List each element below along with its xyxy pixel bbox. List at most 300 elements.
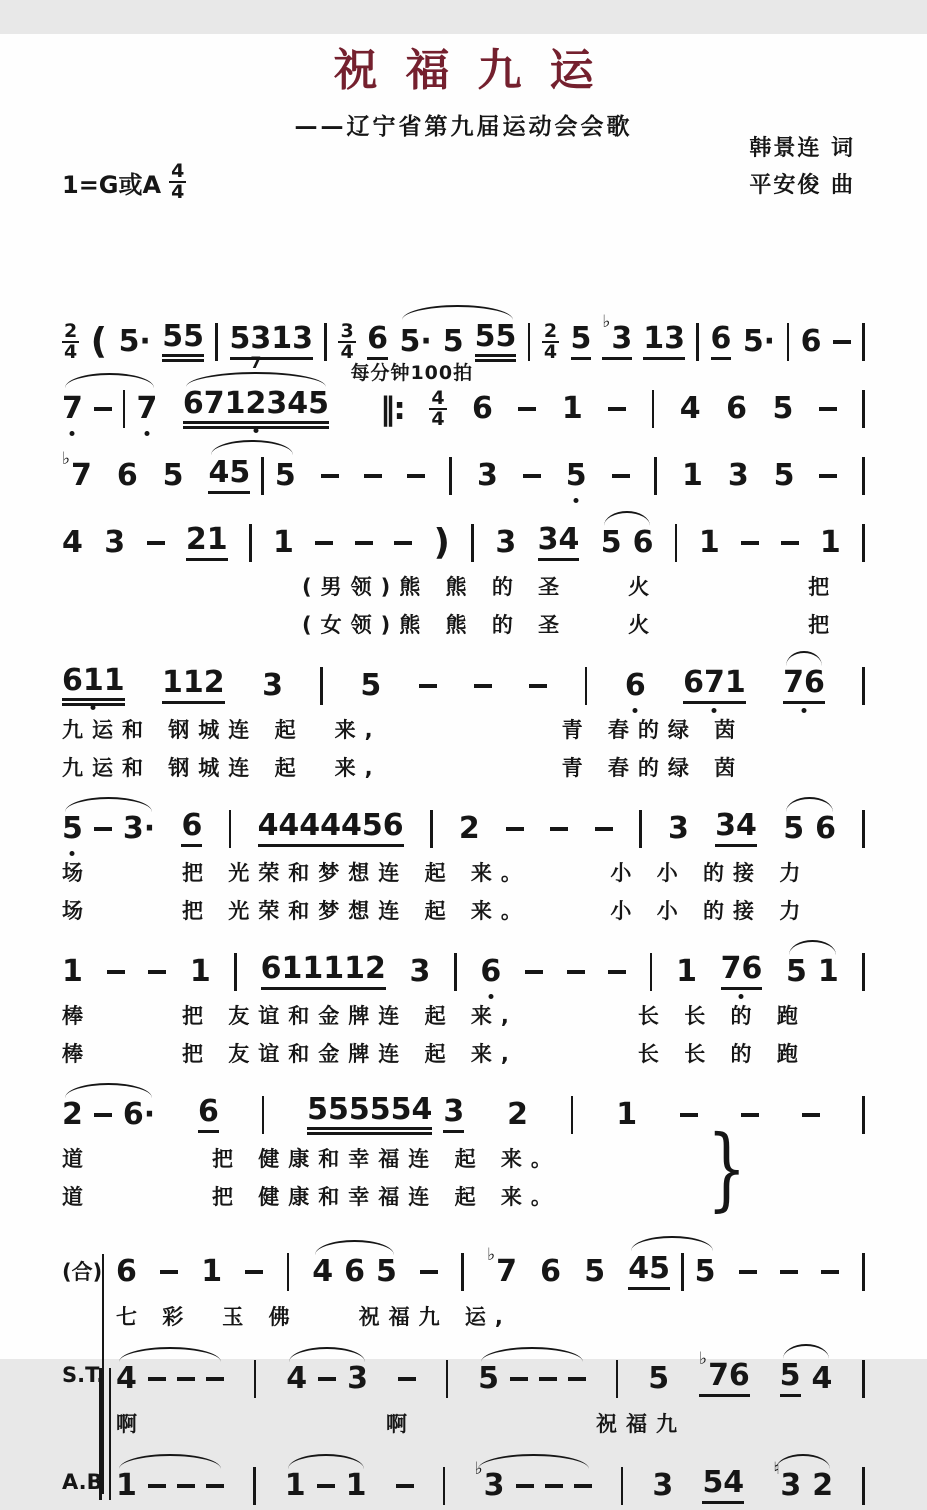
note-group — [654, 457, 657, 495]
verse-line-3 — [62, 806, 865, 928]
barline — [430, 810, 433, 848]
note-group — [478, 1361, 586, 1396]
note-group — [781, 541, 799, 546]
note-group — [821, 1270, 839, 1275]
note: 5 — [274, 458, 296, 493]
music-line — [62, 949, 865, 995]
note: 45 — [628, 1254, 670, 1290]
intro-line-2 — [62, 353, 865, 432]
note-group — [612, 474, 630, 479]
dash-note — [568, 1377, 586, 1382]
dash-note — [780, 1270, 798, 1275]
note-group — [862, 457, 865, 495]
note-group — [62, 449, 92, 493]
note-group — [525, 970, 543, 975]
note-group — [307, 1092, 465, 1135]
time-signature-denominator: 4 — [64, 341, 78, 363]
note: ♭3 — [474, 1459, 505, 1503]
note-group — [185, 522, 228, 561]
choir-group — [62, 1245, 865, 1510]
note: 112 — [162, 668, 225, 704]
lyric-line: 棒 把 友谊和金牌连 起 来, 长 长 的 跑 — [62, 1042, 807, 1066]
dash-note — [506, 827, 524, 832]
slur-arc — [786, 651, 822, 666]
note-group — [472, 391, 493, 426]
note: 6 — [116, 458, 138, 493]
note-group — [621, 1467, 624, 1505]
note-group — [262, 668, 283, 703]
flat-accidental: ♭ — [474, 1459, 483, 1479]
note-group — [429, 386, 446, 430]
dash-note — [819, 407, 837, 412]
barline — [471, 524, 474, 562]
note-group — [62, 954, 83, 989]
note: 7 — [62, 391, 83, 426]
note: 5 — [478, 1361, 499, 1396]
note-group — [741, 541, 759, 546]
dash-note — [407, 474, 425, 479]
note-group — [819, 525, 841, 560]
barline — [862, 524, 865, 562]
intro-line-3 — [62, 449, 865, 499]
dash-note — [680, 1113, 698, 1118]
note-group — [116, 1468, 224, 1503]
note: 5 — [648, 1361, 670, 1396]
voice-label-alto-bass-line: A.B — [62, 1470, 103, 1494]
slur-arc — [786, 797, 833, 812]
note-group — [565, 458, 587, 493]
time-signature-denominator: 4 — [340, 341, 354, 363]
note: 3· — [122, 811, 156, 846]
note: 2 — [62, 1097, 83, 1132]
barline — [616, 1360, 619, 1398]
note-group — [819, 407, 837, 412]
note-group — [249, 524, 252, 562]
note: 34 — [715, 811, 757, 847]
note-group — [62, 525, 83, 560]
note: 6 — [472, 391, 493, 426]
repeat-sign: ‖: — [379, 390, 404, 427]
note-group — [537, 522, 580, 561]
barline — [215, 323, 218, 361]
note: 1 — [284, 1468, 306, 1503]
note: 6 — [480, 954, 502, 989]
note: 5 — [376, 1254, 397, 1289]
note-group — [148, 970, 166, 975]
note-group — [420, 1270, 438, 1275]
barline — [862, 667, 865, 705]
note: 6 — [815, 811, 836, 846]
note-group — [779, 1358, 833, 1397]
note-group — [786, 954, 839, 989]
note-group — [772, 391, 794, 426]
natural-accidental: ♮ — [773, 1459, 780, 1479]
dash-note — [394, 541, 412, 546]
note: 6 — [181, 811, 202, 847]
tuplet-number: 7 — [250, 353, 262, 372]
parenthesis: ) — [433, 522, 450, 563]
dash-note — [94, 827, 112, 832]
note-group — [474, 684, 492, 689]
note: 671 — [683, 668, 746, 704]
note-group — [702, 1465, 745, 1504]
time-signature: $\frac{4}{4}$ — [171, 160, 185, 204]
dash-note — [206, 1377, 224, 1382]
note-group — [523, 474, 541, 479]
note: 5 — [772, 391, 794, 426]
note-group — [116, 1254, 137, 1289]
note-group — [585, 667, 588, 705]
note-group — [197, 1094, 219, 1133]
note-group — [800, 324, 822, 359]
dash-note — [148, 1484, 166, 1489]
note: 5313 — [230, 324, 314, 360]
barline — [287, 1253, 290, 1291]
note-group — [419, 684, 437, 689]
note-group — [608, 970, 626, 975]
note: 2 — [507, 1097, 528, 1132]
note-group — [862, 390, 865, 428]
dash-note — [177, 1484, 195, 1489]
dash-note — [147, 541, 165, 546]
flat-accidental: ♭ — [699, 1349, 708, 1369]
note: 5 — [360, 668, 382, 703]
slur-arc — [402, 305, 513, 320]
note: 6 — [632, 525, 654, 560]
barline — [862, 457, 865, 495]
note: 5· — [118, 324, 151, 359]
note: 3 — [495, 525, 517, 560]
slur-arc — [315, 1240, 394, 1255]
dash-note — [595, 827, 613, 832]
note-group — [571, 1096, 574, 1134]
note: 5 — [786, 954, 807, 989]
soprano-tenor-line — [62, 1349, 865, 1441]
lyric-line: (女领)熊 熊 的 圣 火 把 — [62, 613, 839, 637]
dash-note — [525, 970, 543, 975]
note-group — [367, 321, 389, 360]
note-group — [430, 810, 433, 848]
slur-arc — [604, 511, 651, 526]
music-line — [62, 663, 865, 709]
lyric-line: 道 把 健康和幸福连 起 来。 — [62, 1185, 561, 1209]
note-group — [62, 390, 157, 428]
credits — [749, 130, 855, 204]
time-signature — [338, 319, 355, 363]
note-group — [699, 1349, 750, 1397]
note-group — [62, 663, 125, 706]
music-line — [116, 1245, 865, 1296]
lyrics-brace: } — [707, 1115, 747, 1222]
barline — [528, 323, 531, 361]
note-group — [360, 668, 382, 703]
note-group — [116, 1361, 224, 1396]
dash-note — [802, 1113, 820, 1118]
song-title: 祝福九运 — [333, 45, 622, 96]
slur-arc — [65, 1083, 152, 1098]
note-group — [739, 1270, 757, 1275]
verse-line-1 — [62, 520, 865, 642]
note-group — [862, 953, 865, 991]
note-group — [454, 953, 457, 991]
note-group — [783, 811, 836, 846]
dash-note — [177, 1377, 195, 1382]
dash-note — [781, 541, 799, 546]
slur-arc — [288, 1454, 364, 1469]
intro-line-1 — [62, 312, 865, 365]
time-signature — [62, 319, 79, 363]
note-group — [550, 827, 568, 832]
dash-note — [317, 1484, 335, 1489]
note-group — [338, 319, 355, 363]
note: 34 — [538, 525, 580, 561]
note: 6 — [198, 1097, 219, 1133]
note-group — [584, 1254, 606, 1289]
note-group — [287, 1253, 290, 1291]
slur-arc — [119, 1454, 221, 1469]
note-group — [162, 665, 225, 704]
note-group — [62, 319, 79, 363]
note-group — [506, 827, 524, 832]
dash-note — [523, 474, 541, 479]
lyric-line: 棒 把 友谊和金牌连 起 来, 长 长 的 跑 — [62, 1004, 807, 1028]
dash-note — [148, 970, 166, 975]
dash-note — [318, 1377, 336, 1382]
dash-note — [539, 1377, 557, 1382]
note-group — [90, 321, 108, 362]
note: 6· — [122, 1097, 156, 1132]
note: ♭7 — [62, 449, 92, 493]
barline — [862, 1467, 865, 1505]
note: 4 — [679, 391, 701, 426]
dash-note — [148, 1377, 166, 1382]
note-group — [862, 667, 865, 705]
music-line — [62, 312, 865, 365]
note: 5 — [62, 811, 83, 846]
time-signature-numerator: 4 — [431, 386, 445, 409]
note-group — [458, 811, 480, 846]
note-group — [780, 1270, 798, 1275]
slur-arc — [776, 1454, 830, 1469]
time-signature-fraction — [542, 319, 559, 363]
dash-note — [94, 1113, 112, 1118]
note: 1 — [676, 954, 697, 989]
lyric-line: (男领)熊 熊 的 圣 火 把 — [62, 575, 839, 599]
note-group — [229, 321, 314, 360]
note-group — [471, 524, 474, 562]
dash-note — [608, 407, 626, 412]
note: 1 — [682, 458, 703, 493]
barline — [461, 1253, 464, 1291]
note: 55 — [475, 322, 517, 362]
note: 1 — [819, 525, 841, 560]
music-line — [62, 449, 865, 499]
note-group — [862, 1096, 865, 1134]
time-signature-denominator: 4 — [431, 408, 445, 430]
note-group — [107, 970, 125, 975]
barline — [585, 667, 588, 705]
barline — [862, 390, 865, 428]
slur-arc — [481, 1347, 583, 1362]
note-group — [542, 319, 559, 363]
dash-note — [833, 340, 851, 345]
note-group — [727, 458, 749, 493]
lyric-line: 场 把 光荣和梦想连 起 来。 小 小 的接 力 — [62, 861, 810, 885]
note: 2 — [812, 1468, 834, 1503]
note-group — [476, 458, 498, 493]
dash-note — [567, 970, 585, 975]
dash-note — [107, 970, 125, 975]
note-group — [320, 667, 323, 705]
dash-note — [355, 541, 373, 546]
note-group — [862, 810, 865, 848]
note: 76 — [783, 668, 825, 704]
music-line — [62, 520, 865, 566]
barline — [324, 323, 327, 361]
dash-note — [398, 1377, 416, 1382]
note: 5 — [600, 525, 622, 560]
music-line — [62, 353, 865, 432]
note-group — [773, 458, 795, 493]
dash-note — [819, 474, 837, 479]
dash-note — [474, 684, 492, 689]
sheet-music-page — [0, 34, 927, 1503]
note-group — [461, 1253, 464, 1291]
music-line — [62, 806, 865, 852]
dash-note — [510, 1377, 528, 1382]
note: 54 — [702, 1468, 744, 1504]
note-group — [273, 525, 294, 560]
note-group — [433, 522, 450, 563]
time-signature-fraction — [338, 319, 355, 363]
dash-note — [821, 1270, 839, 1275]
note: 2 — [458, 811, 480, 846]
note-group — [182, 353, 329, 429]
note-group — [147, 541, 165, 546]
note: 5· — [742, 324, 776, 359]
note-group — [862, 524, 865, 562]
note: 6 — [540, 1254, 562, 1289]
note: 611112 — [261, 954, 386, 990]
dash-note — [321, 474, 339, 479]
note-group — [679, 391, 701, 426]
note-group — [783, 665, 825, 704]
note: 1 — [201, 1254, 223, 1289]
slur-arc — [186, 372, 326, 387]
note: 3 — [443, 1097, 464, 1133]
note: 1 — [273, 525, 294, 560]
slur-arc — [211, 440, 292, 455]
note: 13 — [643, 324, 685, 360]
note: 1 — [345, 1468, 367, 1503]
verse-line-5 — [62, 1092, 865, 1222]
note: 3 — [727, 458, 749, 493]
slur-arc — [289, 1347, 365, 1362]
barline — [446, 1360, 449, 1398]
note: 1 — [616, 1097, 638, 1132]
note: 76 — [721, 954, 763, 990]
flat-accidental: ♭ — [602, 312, 611, 332]
dash-note — [550, 827, 568, 832]
note: 45 — [208, 458, 250, 494]
note-group — [652, 1468, 674, 1503]
note-group — [639, 810, 642, 848]
barline — [650, 953, 653, 991]
note: 1 — [62, 954, 83, 989]
note-group — [257, 808, 404, 847]
note-group — [62, 811, 156, 846]
barline — [652, 390, 655, 428]
voice-label-tutti-line: (合) — [62, 1260, 103, 1284]
dash-note — [545, 1484, 563, 1489]
barline — [621, 1467, 624, 1505]
note: 5· — [399, 324, 432, 359]
note: 3 — [347, 1361, 368, 1396]
barline — [253, 1467, 256, 1505]
time-signature-fraction — [429, 386, 446, 430]
note: 5 — [565, 458, 587, 493]
note: 3 — [652, 1468, 674, 1503]
slur-arc — [65, 373, 154, 388]
note-group — [162, 458, 184, 493]
note-group — [567, 970, 585, 975]
note-group — [862, 323, 865, 361]
dash-note — [608, 970, 626, 975]
lyric-line: 啊 啊 祝福九 — [116, 1412, 686, 1436]
note-group — [495, 525, 517, 560]
note: 6 — [624, 668, 646, 703]
note: 4 — [286, 1361, 308, 1396]
note-group — [862, 1253, 865, 1291]
note-group — [480, 954, 502, 989]
note: 3 — [262, 668, 283, 703]
note: 6 — [711, 324, 732, 360]
note: 5 — [773, 458, 795, 493]
lyric-line: 七 彩 玉 佛 祝福九 运, — [116, 1305, 512, 1329]
music-line — [116, 1459, 865, 1510]
voice-label-soprano-tenor-line: S.T. — [62, 1363, 105, 1387]
slur-arc — [631, 1236, 712, 1251]
barline — [681, 1253, 684, 1291]
tutti-line — [62, 1245, 865, 1334]
note-group — [118, 324, 151, 359]
note: 6 — [116, 1254, 137, 1289]
note-group — [286, 1361, 368, 1396]
slur-arc — [119, 1347, 221, 1362]
barline — [696, 323, 699, 361]
note: 5 — [162, 458, 184, 493]
note: 1 — [698, 525, 720, 560]
note-group — [245, 1270, 263, 1275]
note: 5 — [584, 1254, 606, 1289]
note: 5 — [783, 811, 805, 846]
note: ♭7 — [487, 1245, 517, 1289]
dash-note — [206, 1484, 224, 1489]
dash-note — [516, 1484, 534, 1489]
barline — [862, 810, 865, 848]
note-group — [710, 321, 732, 360]
dash-note — [612, 474, 630, 479]
note: 4444456 — [258, 811, 404, 847]
note: 6 — [367, 324, 388, 360]
flat-accidental: ♭ — [62, 449, 71, 469]
barline — [234, 953, 237, 991]
note-group — [116, 458, 138, 493]
dash-note — [396, 1484, 414, 1489]
barline — [254, 1360, 257, 1398]
note-group — [742, 324, 776, 359]
note-group — [62, 1097, 156, 1132]
